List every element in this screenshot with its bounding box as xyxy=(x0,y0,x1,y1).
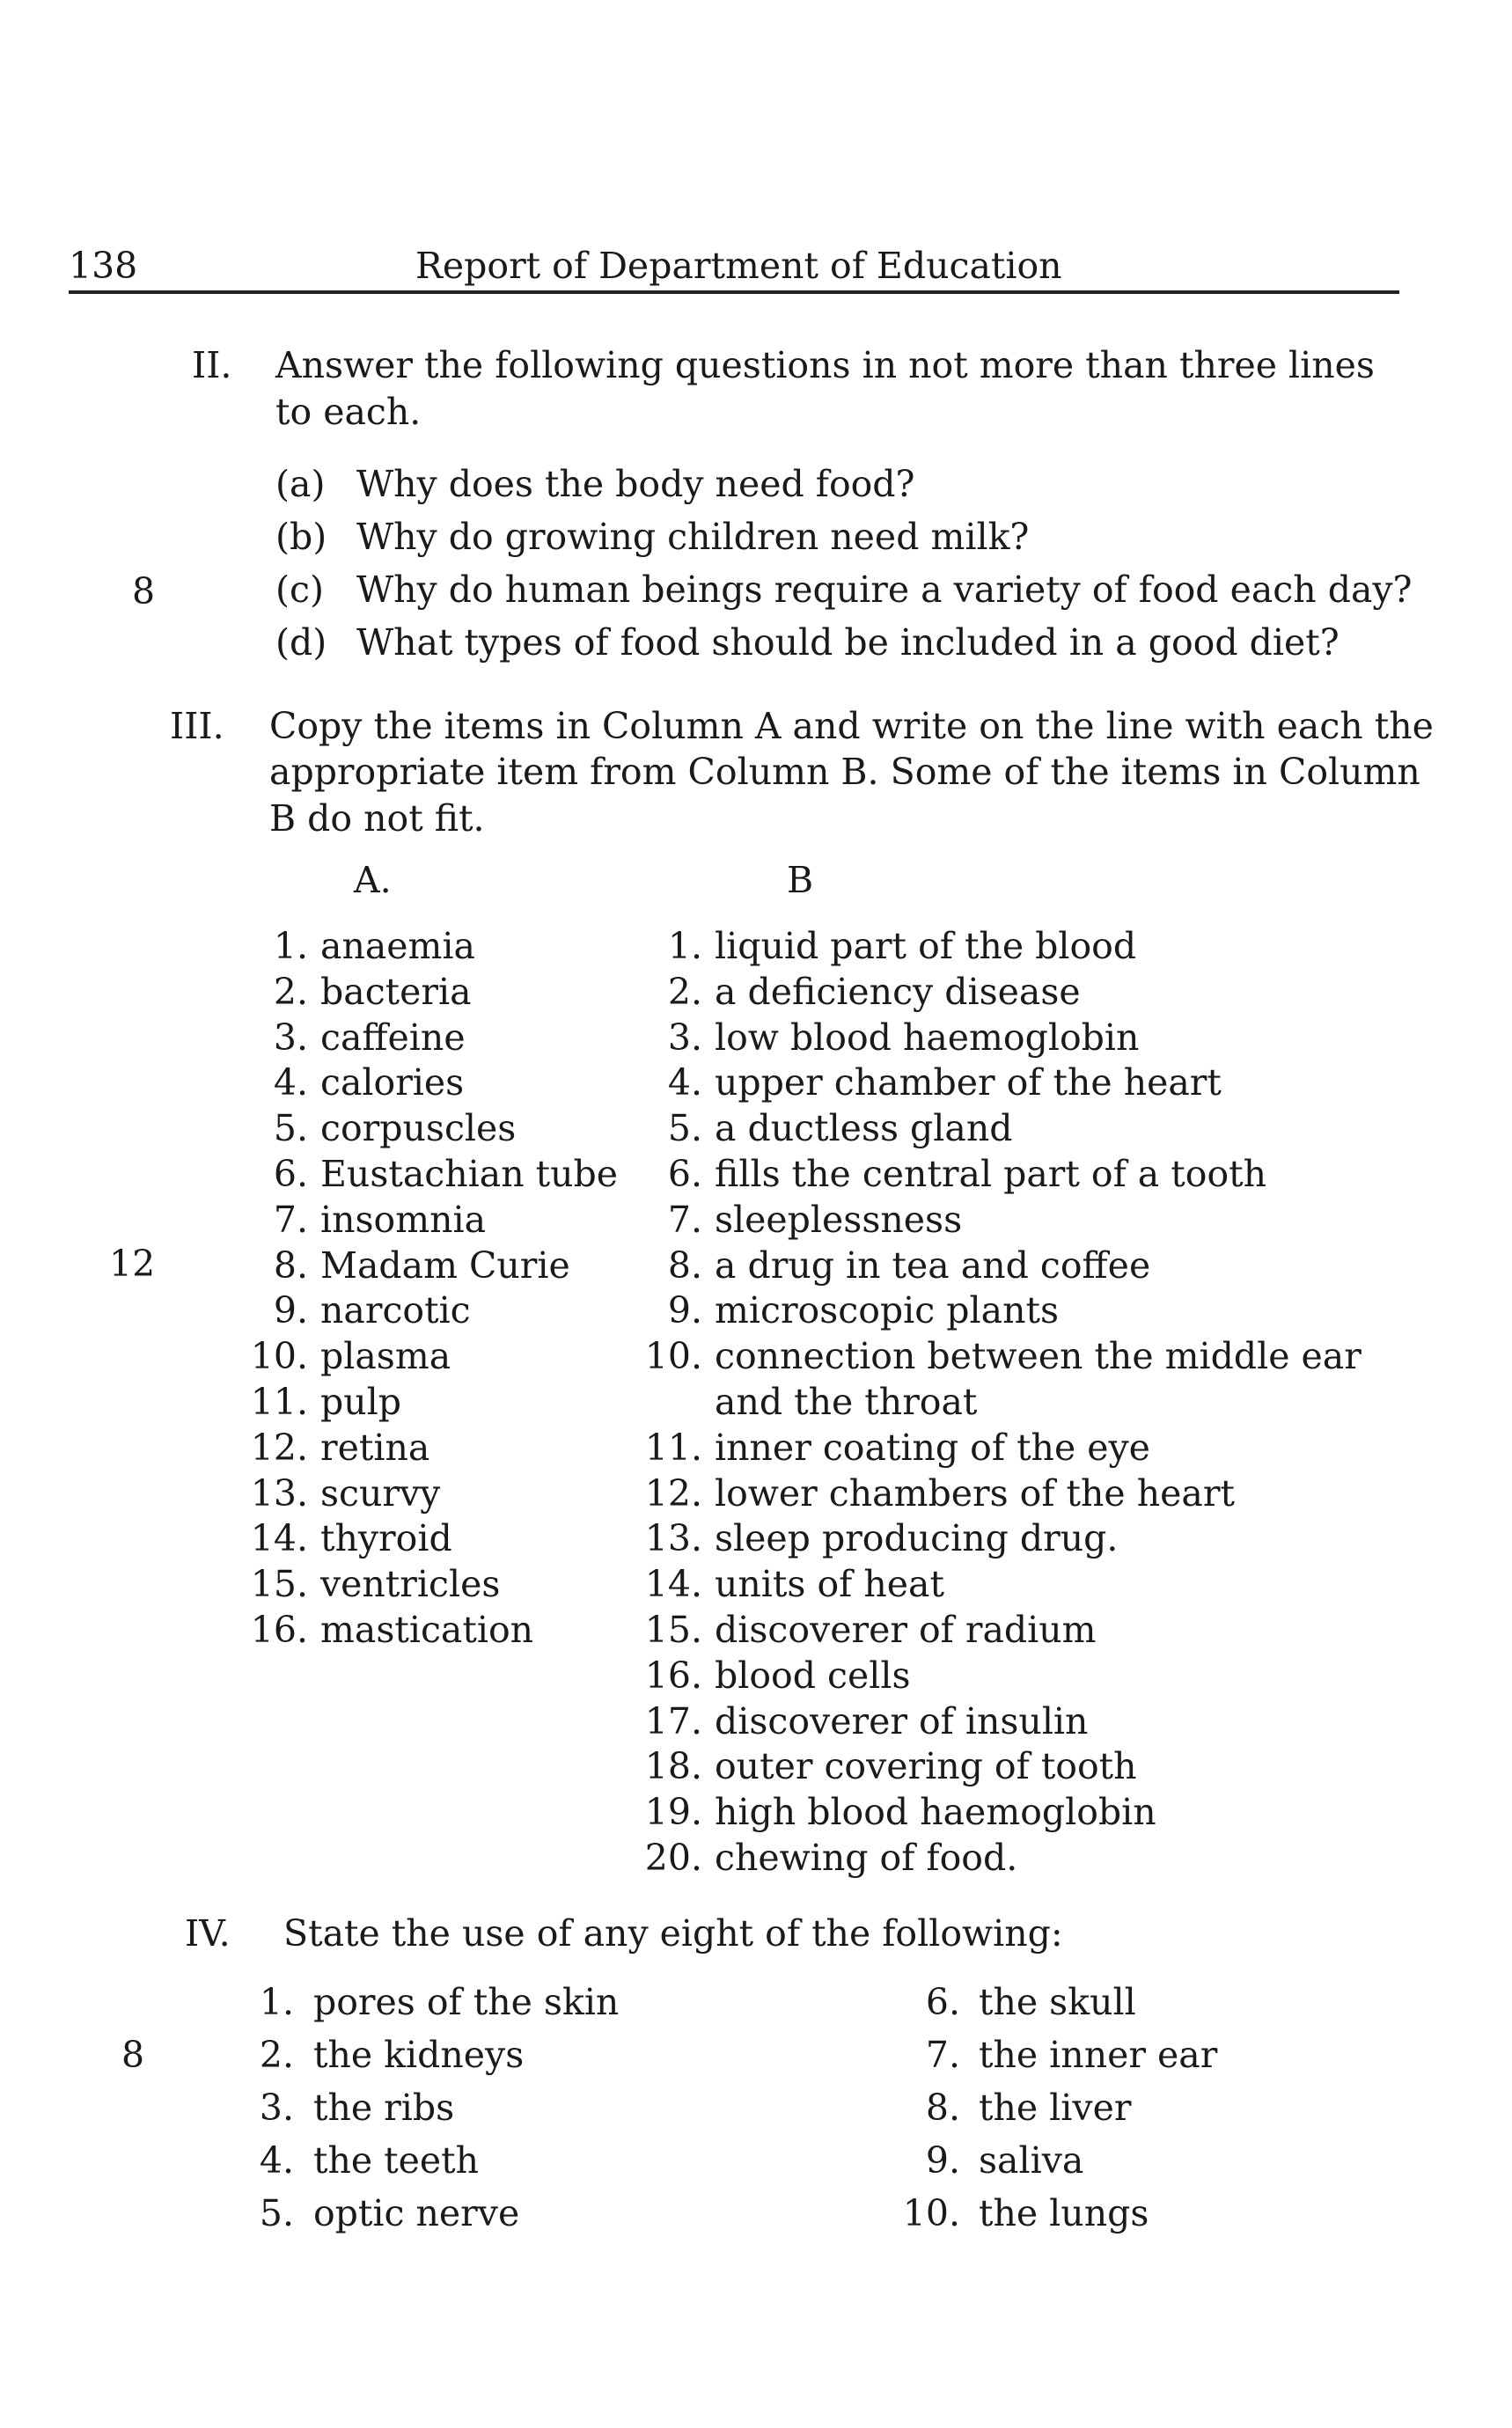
item-number: 16. xyxy=(644,1654,702,1697)
item-number: 12. xyxy=(250,1426,308,1469)
item-text: blood cells xyxy=(715,1654,911,1697)
item-text: sleep producing drug. xyxy=(715,1517,1119,1560)
item-number: 4. xyxy=(259,2139,294,2182)
item-number: 15. xyxy=(644,1609,702,1651)
question-text: Why do human beings require a variety of food each day? xyxy=(356,568,1413,611)
item-text: corpuscles xyxy=(320,1107,517,1150)
item-text: narcotic xyxy=(320,1289,471,1332)
item-text: the inner ear xyxy=(979,2034,1218,2076)
item-text: lower chambers of the heart xyxy=(715,1471,1235,1515)
column-a-header: A. xyxy=(354,859,392,901)
item-text: a deficiency disease xyxy=(715,970,1081,1013)
section-iv-instruction: State the use of any eight of the following: xyxy=(283,1912,1063,1955)
item-number: 1. xyxy=(259,1981,294,2023)
running-title: Report of Department of Education xyxy=(415,245,1062,287)
section-iii-numeral: III. xyxy=(170,705,224,747)
item-text: thyroid xyxy=(320,1517,452,1560)
item-number: 14. xyxy=(250,1517,308,1560)
item-number: 9. xyxy=(667,1289,702,1332)
item-number: 8. xyxy=(273,1243,308,1287)
item-number: 3. xyxy=(667,1016,702,1059)
item-number: 4. xyxy=(667,1061,702,1104)
column-b-header: B xyxy=(787,859,814,901)
item-text: Madam Curie xyxy=(320,1243,570,1287)
item-text: connection between the middle ear xyxy=(715,1335,1362,1378)
section-ii-marks: 8 xyxy=(132,570,156,613)
header-rule xyxy=(69,290,1399,294)
item-text: sleeplessness xyxy=(715,1198,963,1241)
item-text: upper chamber of the heart xyxy=(715,1061,1222,1104)
item-text: the lungs xyxy=(979,2192,1149,2234)
question-label: (b) xyxy=(275,516,327,558)
item-number: 2. xyxy=(273,970,308,1013)
item-text: anaemia xyxy=(320,925,475,967)
item-text: plasma xyxy=(320,1335,451,1378)
item-text: Eustachian tube xyxy=(320,1153,619,1195)
section-iii-instruction-line-1: Copy the items in Column A and write on the line with each the xyxy=(269,705,1434,747)
item-number: 6. xyxy=(667,1153,702,1195)
item-text: pulp xyxy=(320,1381,402,1423)
item-text: a drug in tea and coffee xyxy=(715,1243,1151,1287)
item-text: the liver xyxy=(979,2087,1132,2129)
item-number: 13. xyxy=(644,1517,702,1560)
item-number: 11. xyxy=(644,1426,702,1469)
item-number: 5. xyxy=(273,1107,308,1150)
item-number: 15. xyxy=(250,1563,308,1606)
section-iii-marks: 12 xyxy=(109,1243,156,1285)
item-text: outer covering of tooth xyxy=(715,1745,1137,1788)
item-text: and the throat xyxy=(715,1381,978,1423)
item-number: 9. xyxy=(273,1289,308,1332)
item-text: calories xyxy=(320,1061,465,1104)
question-text: Why do growing children need milk? xyxy=(356,516,1030,558)
item-number: 5. xyxy=(259,2192,294,2234)
section-iv-numeral: IV. xyxy=(185,1912,231,1955)
item-text: scurvy xyxy=(320,1471,441,1515)
section-ii-instruction-line-2: to each. xyxy=(275,391,422,433)
section-ii-instruction-line-1: Answer the following questions in not more than three lines xyxy=(275,344,1375,386)
item-text: pores of the skin xyxy=(313,1981,620,2023)
item-text: the teeth xyxy=(313,2139,480,2182)
item-number: 10. xyxy=(250,1335,308,1378)
question-label: (a) xyxy=(275,463,326,505)
item-number: 18. xyxy=(644,1745,702,1788)
section-iii-instruction-line-2: appropriate item from Column B. Some of the items in Column xyxy=(269,751,1420,793)
item-text: fills the central part of a tooth xyxy=(715,1153,1267,1195)
item-text: microscopic plants xyxy=(715,1289,1060,1332)
section-iv-marks: 8 xyxy=(121,2034,145,2076)
question-text: What types of food should be included in a good diet? xyxy=(356,621,1340,664)
item-text: optic nerve xyxy=(313,2192,520,2234)
item-text: insomnia xyxy=(320,1198,487,1241)
item-number: 11. xyxy=(250,1381,308,1423)
item-text: a ductless gland xyxy=(715,1107,1013,1150)
item-text: retina xyxy=(320,1426,430,1469)
item-text: inner coating of the eye xyxy=(715,1426,1150,1469)
item-number: 17. xyxy=(644,1699,702,1742)
item-text: discoverer of radium xyxy=(715,1609,1097,1651)
item-number: 4. xyxy=(273,1061,308,1104)
item-number: 20. xyxy=(644,1837,702,1879)
item-text: the kidneys xyxy=(313,2034,525,2076)
item-number: 6. xyxy=(273,1153,308,1195)
item-text: ventricles xyxy=(320,1563,501,1606)
item-text: high blood haemoglobin xyxy=(715,1791,1156,1834)
item-number: 5. xyxy=(667,1107,702,1150)
item-text: mastication xyxy=(320,1609,534,1651)
item-number: 3. xyxy=(259,2087,294,2129)
item-text: bacteria xyxy=(320,970,472,1013)
item-number: 14. xyxy=(644,1563,702,1606)
question-text: Why does the body need food? xyxy=(356,463,915,505)
item-text: chewing of food. xyxy=(715,1837,1018,1879)
item-number: 1. xyxy=(273,925,308,967)
item-number: 8. xyxy=(667,1243,702,1287)
item-number: 8. xyxy=(925,2087,960,2129)
item-text: low blood haemoglobin xyxy=(715,1016,1140,1059)
item-number: 13. xyxy=(250,1471,308,1515)
item-number: 10. xyxy=(644,1335,702,1378)
item-number: 10. xyxy=(902,2192,960,2234)
item-number: 7. xyxy=(667,1198,702,1241)
question-label: (d) xyxy=(275,621,327,664)
item-number: 3. xyxy=(273,1016,308,1059)
item-text: saliva xyxy=(979,2139,1084,2182)
item-number: 7. xyxy=(925,2034,960,2076)
item-number: 2. xyxy=(259,2034,294,2076)
item-number: 7. xyxy=(273,1198,308,1241)
item-number: 19. xyxy=(644,1791,702,1834)
item-number: 12. xyxy=(644,1471,702,1515)
item-text: discoverer of insulin xyxy=(715,1699,1089,1742)
item-number: 9. xyxy=(925,2139,960,2182)
item-text: caffeine xyxy=(320,1016,466,1059)
page-number: 138 xyxy=(69,245,138,287)
section-ii-numeral: II. xyxy=(192,344,232,386)
item-number: 16. xyxy=(250,1609,308,1651)
item-number: 2. xyxy=(667,970,702,1013)
item-text: units of heat xyxy=(715,1563,944,1606)
section-iii-instruction-line-3: B do not fit. xyxy=(269,797,485,840)
item-text: liquid part of the blood xyxy=(715,925,1137,967)
item-text: the skull xyxy=(979,1981,1136,2023)
item-number: 1. xyxy=(667,925,702,967)
item-text: the ribs xyxy=(313,2087,455,2129)
item-number: 6. xyxy=(925,1981,960,2023)
question-label: (c) xyxy=(275,568,324,611)
